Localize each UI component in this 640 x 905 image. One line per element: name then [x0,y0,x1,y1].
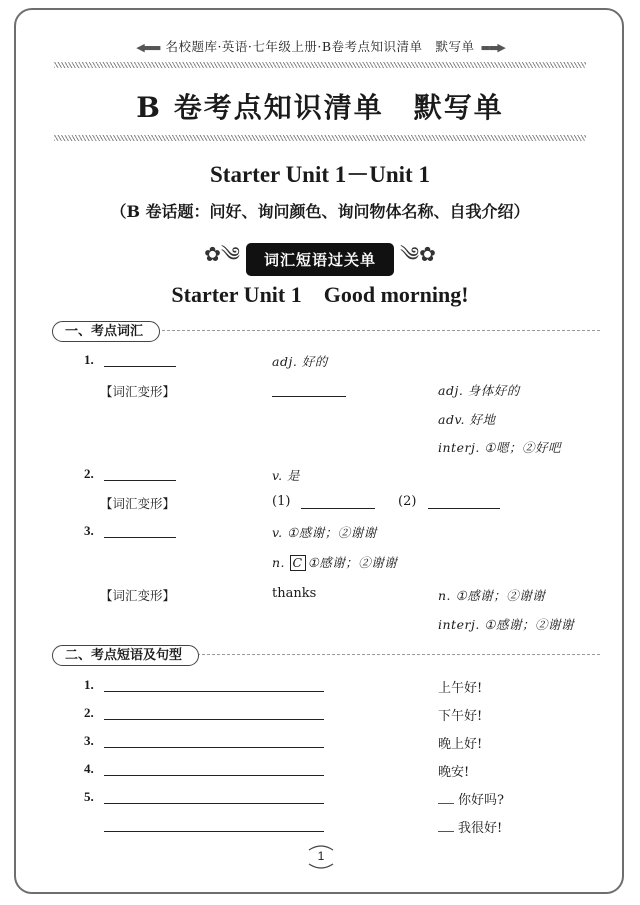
answer-blank[interactable] [104,761,324,780]
page-number-badge [303,842,339,872]
vocab-num: 1. [84,352,94,367]
answer-blank[interactable] [104,789,324,808]
header-right-ornament: ▬▬▶ [480,41,504,54]
phrase-meaning: 你好吗? [438,789,504,808]
section2-label: 二、考点短语及句型 [52,645,199,666]
form-meaning: adj. 身体好的 [438,383,520,398]
phrase-num: 5. [84,789,94,804]
countable-box: C [290,555,306,571]
dash-marker [438,795,454,804]
form-meaning: adv. 好地 [438,412,496,427]
vocab-meaning-noun: n. C ①感谢；②谢谢 [272,555,398,570]
phrase-meaning: 下午好! [438,709,483,724]
title-hatch-divider [54,135,586,141]
vocab-meaning: adj. 好的 [272,354,328,369]
phrase-num: 2. [84,705,94,720]
page-number: 1 [317,849,325,863]
answer-blank[interactable] [104,733,324,752]
answer-blank[interactable] [301,494,375,513]
section1-label-wrap [52,320,160,339]
form-meaning: interj. ①感谢；②谢谢 [438,617,574,632]
answer-blank[interactable] [104,817,324,836]
form-meaning: interj. ①嗯；②好吧 [438,440,561,455]
section1-label: 一、考点词汇 [52,321,160,342]
answer-blank[interactable] [104,705,324,724]
dash-marker [438,823,454,832]
lesson-title: Starter Unit 1 Good morning! [171,282,469,307]
running-header: ◀▬▬ 名校题库·英语·七年级上册·B卷考点知识清单 默写单 ▬▬▶ [136,39,504,54]
top-hatch-divider [54,62,586,68]
word-forms-label: 【词汇变形】 [100,496,176,511]
phrase-meaning: 晚安! [438,765,470,780]
word-forms-label: 【词汇变形】 [100,384,176,399]
phrase-meaning: 我很好! [438,817,502,836]
flourish-right-icon: ༄✿ [400,242,436,266]
option-number: (1) [272,494,291,509]
vocab-num: 2. [84,466,94,481]
answer-blank[interactable] [104,677,324,696]
vocab-meaning: v. 是 [272,468,301,483]
answer-blank[interactable] [104,466,176,485]
word-form: thanks [272,586,317,601]
word-forms-label: 【词汇变形】 [100,588,176,603]
answer-blank[interactable] [428,494,500,513]
answer-blank[interactable] [272,382,346,401]
phrase-meaning: 上午好! [438,681,483,696]
vocab-num: 3. [84,523,94,538]
form-meaning: n. ①感谢；②谢谢 [438,588,546,603]
page-title: B 卷考点知识清单 默写单 [136,91,504,124]
option-number: (2) [398,494,417,509]
flourish-left-icon: ✿༄ [204,242,240,266]
vocab-meaning: v. ①感谢；②谢谢 [272,525,377,540]
vocab-banner: 词汇短语过关单 [246,243,394,276]
section2-label-wrap [52,644,199,663]
answer-blank[interactable] [104,352,176,371]
phrase-num: 3. [84,733,94,748]
unit-title: Starter Unit 1－Unit 1 [210,162,430,187]
phrase-num: 1. [84,677,94,692]
phrase-meaning: 晚上好! [438,737,483,752]
phrase-num: 4. [84,761,94,776]
topics-line: （B 卷话题：问好、询问颜色、询问物体名称、自我介绍） [110,202,530,221]
header-left-ornament: ◀▬▬ [136,41,160,54]
answer-blank[interactable] [104,523,176,542]
